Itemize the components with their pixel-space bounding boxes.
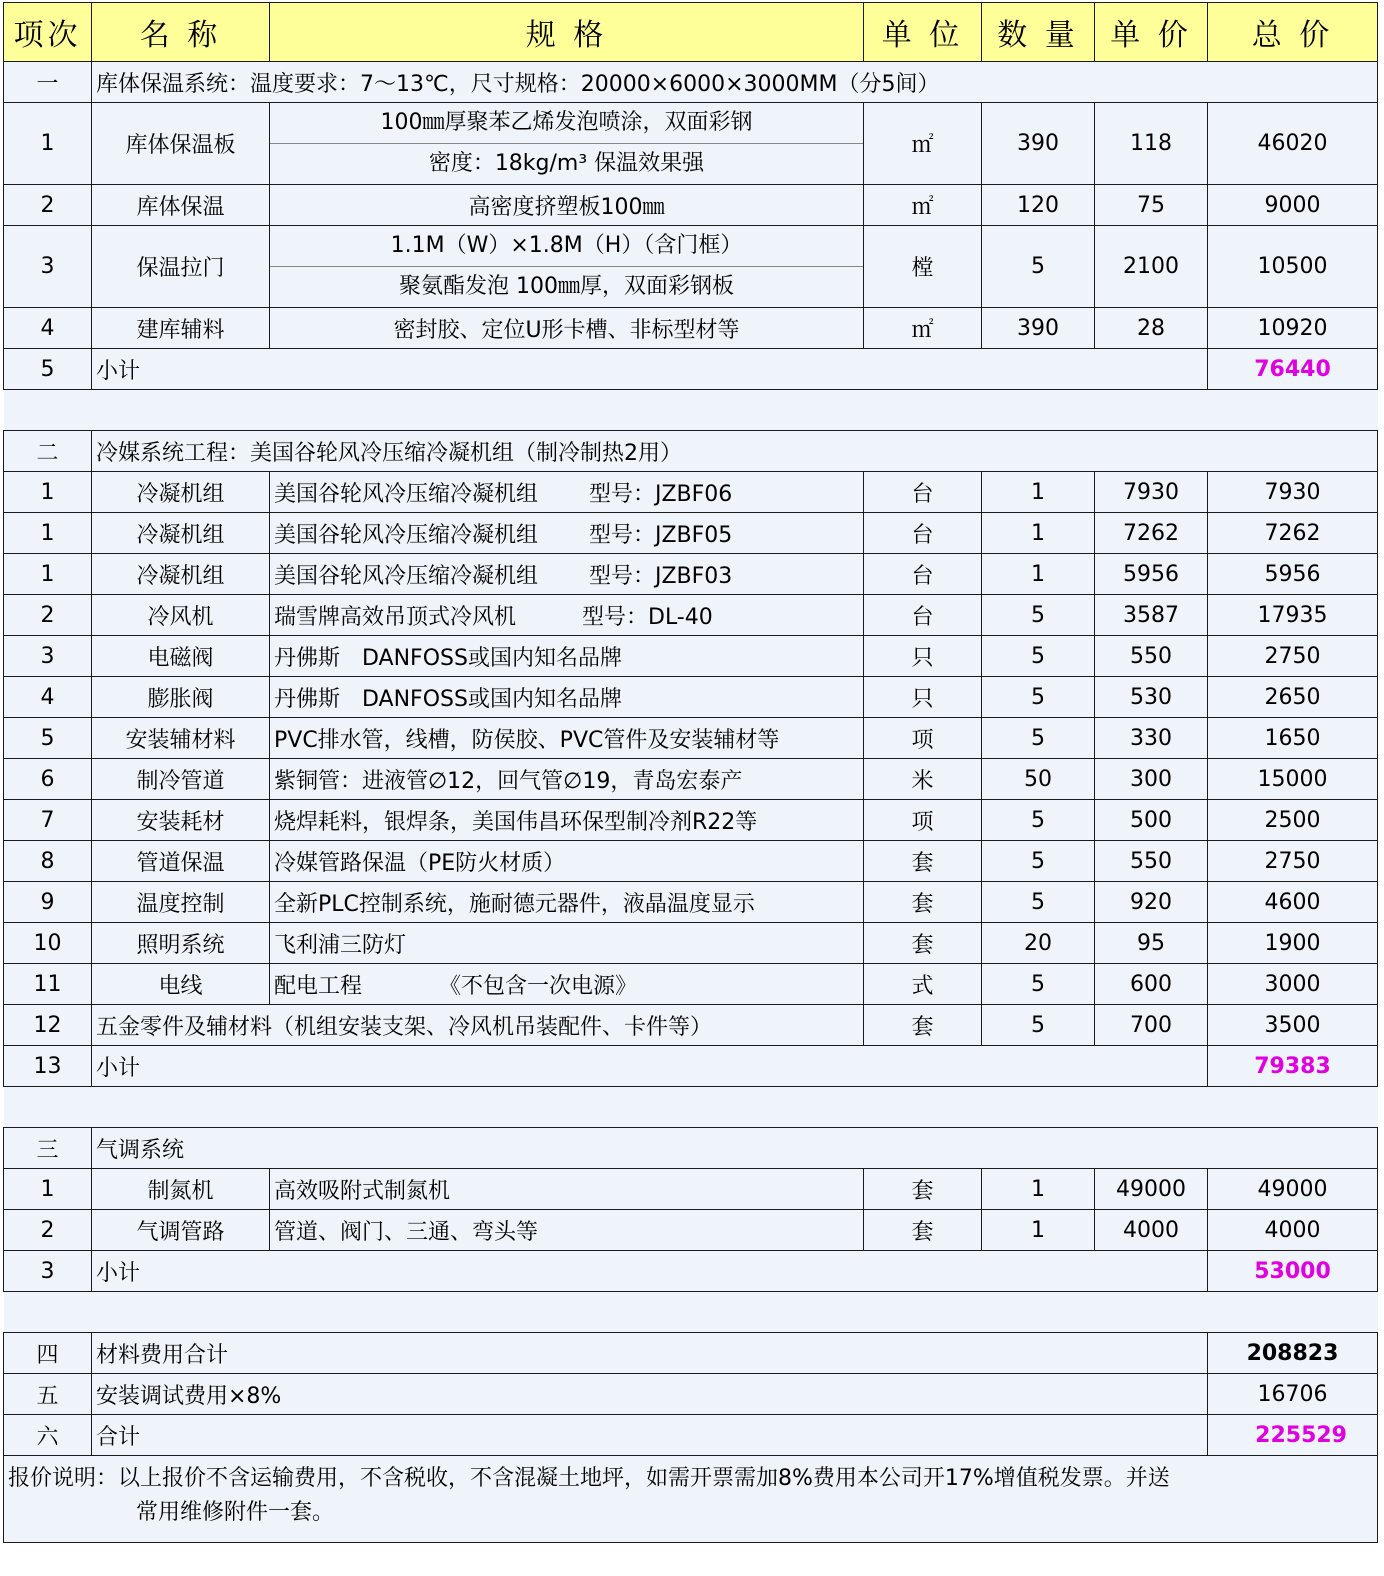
- subtotal-row: [4, 1046, 1378, 1087]
- summary-label: 材料费用合计: [92, 1333, 1208, 1374]
- spec-line-2: 密度：18kg/m³ 保温效果强: [428, 151, 705, 176]
- item-no: 6: [4, 759, 92, 800]
- item-qty: 5: [982, 1005, 1095, 1046]
- subtotal-label: 小计: [92, 1251, 1208, 1292]
- item-total: 3000: [1208, 964, 1378, 1005]
- section-title: 库体保温系统：温度要求：7～13℃，尺寸规格：20000×6000×3000MM（分5间）: [92, 62, 1378, 103]
- item-unit: 套: [864, 923, 982, 964]
- item-total: 4600: [1208, 882, 1378, 923]
- item-no: 1: [4, 472, 92, 513]
- item-unit: 项: [864, 800, 982, 841]
- summary-label: 合计: [92, 1415, 1208, 1456]
- section-title: 气调系统: [92, 1128, 1378, 1169]
- item-spec: 管道、阀门、三通、弯头等: [270, 1210, 864, 1251]
- section-title: 冷媒系统工程：美国谷轮风冷压缩冷凝机组（制冷制热2用）: [92, 431, 1378, 472]
- item-total: 17935: [1208, 595, 1378, 636]
- item-qty: 20: [982, 923, 1095, 964]
- summary-no: 六: [4, 1415, 92, 1456]
- subtotal-label: 小计: [92, 349, 1208, 390]
- item-total: 3500: [1208, 1005, 1378, 1046]
- item-spec: 冷媒管路保温（PE防火材质）: [270, 841, 864, 882]
- item-total: 7262: [1208, 513, 1378, 554]
- item-no: 13: [4, 1046, 92, 1087]
- item-unit: 米: [864, 759, 982, 800]
- spacer-row: [4, 1087, 1378, 1128]
- table-row: [4, 1005, 1378, 1046]
- item-qty: 1: [982, 472, 1095, 513]
- item-no: 1: [4, 513, 92, 554]
- item-unit: 套: [864, 1210, 982, 1251]
- item-unit: 式: [864, 964, 982, 1005]
- summary-row: [4, 1415, 1378, 1456]
- item-spec: PVC排水管，线槽，防侯胶、PVC管件及安装辅材等: [270, 718, 864, 759]
- item-name: 五金零件及辅材料（机组安装支架、冷风机吊装配件、卡件等）: [92, 1005, 864, 1046]
- item-total: 2750: [1208, 841, 1378, 882]
- item-spec: 全新PLC控制系统，施耐德元器件，液晶温度显示: [270, 882, 864, 923]
- item-spec: 美国谷轮风冷压缩冷凝机组 型号：JZBF05: [270, 513, 864, 554]
- item-price: 330: [1095, 718, 1208, 759]
- item-name: 冷凝机组: [92, 513, 270, 554]
- item-total: 5956: [1208, 554, 1378, 595]
- spacer-row: [4, 390, 1378, 431]
- item-qty: 390: [982, 103, 1095, 185]
- header-total: 总 价: [1208, 3, 1378, 62]
- item-price: 3587: [1095, 595, 1208, 636]
- item-unit: 项: [864, 718, 982, 759]
- item-no: 10: [4, 923, 92, 964]
- item-spec: [270, 103, 864, 185]
- item-name: 气调管路: [92, 1210, 270, 1251]
- summary-row: [4, 1333, 1378, 1374]
- item-qty: 1: [982, 1169, 1095, 1210]
- table-row: [4, 1210, 1378, 1251]
- item-name: 建库辅料: [92, 308, 270, 349]
- table-row: [4, 308, 1378, 349]
- item-no: 4: [4, 677, 92, 718]
- item-name: 电磁阀: [92, 636, 270, 677]
- header-name: 名 称: [92, 3, 270, 62]
- item-spec: 紫铜管：进液管∅12，回气管∅19，青岛宏泰产: [270, 759, 864, 800]
- table-row: [4, 759, 1378, 800]
- item-total: 46020: [1208, 103, 1378, 185]
- item-no: 9: [4, 882, 92, 923]
- item-unit: 只: [864, 636, 982, 677]
- item-name: 安装辅材料: [92, 718, 270, 759]
- item-no: 8: [4, 841, 92, 882]
- quotation-note: [4, 1456, 1378, 1543]
- item-name: 管道保温: [92, 841, 270, 882]
- note-line-1: 报价说明：以上报价不含运输费用，不含税收，不含混凝土地坪，如需开票需加8%费用本公司开17%增值税发票。并送: [8, 1466, 1170, 1491]
- item-spec: 高密度挤塑板100㎜: [270, 185, 864, 226]
- item-total: 2750: [1208, 636, 1378, 677]
- item-price: 530: [1095, 677, 1208, 718]
- header-item-no: 项次: [4, 3, 92, 62]
- item-price: 550: [1095, 636, 1208, 677]
- item-no: 3: [4, 636, 92, 677]
- subtotal-label: 小计: [92, 1046, 1208, 1087]
- item-no: 2: [4, 185, 92, 226]
- item-qty: 5: [982, 718, 1095, 759]
- item-unit: ㎡: [864, 185, 982, 226]
- item-unit: 樘: [864, 226, 982, 308]
- item-name: 照明系统: [92, 923, 270, 964]
- item-total: 2500: [1208, 800, 1378, 841]
- item-price: 28: [1095, 308, 1208, 349]
- section-no: 二: [4, 431, 92, 472]
- section-no: 一: [4, 62, 92, 103]
- item-qty: 5: [982, 677, 1095, 718]
- spec-line-1: 1.1M（W）×1.8M（H）（含门框）: [270, 226, 863, 267]
- item-qty: 390: [982, 308, 1095, 349]
- item-price: 7262: [1095, 513, 1208, 554]
- item-price: 118: [1095, 103, 1208, 185]
- table-row: [4, 185, 1378, 226]
- item-spec: [270, 226, 864, 308]
- item-name: 冷凝机组: [92, 554, 270, 595]
- table-row: [4, 1169, 1378, 1210]
- item-no: 2: [4, 595, 92, 636]
- item-price: 49000: [1095, 1169, 1208, 1210]
- item-total: 4000: [1208, 1210, 1378, 1251]
- subtotal-value: 79383: [1208, 1046, 1378, 1087]
- item-spec: 烧焊耗料，银焊条，美国伟昌环保型制冷剂R22等: [270, 800, 864, 841]
- summary-value: 225529: [1208, 1415, 1378, 1456]
- item-total: 1650: [1208, 718, 1378, 759]
- item-name: 电线: [92, 964, 270, 1005]
- item-spec: 密封胶、定位U形卡槽、非标型材等: [270, 308, 864, 349]
- item-no: 12: [4, 1005, 92, 1046]
- summary-no: 五: [4, 1374, 92, 1415]
- item-name: 制冷管道: [92, 759, 270, 800]
- item-no: 5: [4, 349, 92, 390]
- item-spec: 配电工程 《不包含一次电源》: [270, 964, 864, 1005]
- item-name: 库体保温: [92, 185, 270, 226]
- item-spec: 美国谷轮风冷压缩冷凝机组 型号：JZBF06: [270, 472, 864, 513]
- item-price: 75: [1095, 185, 1208, 226]
- table-row: [4, 472, 1378, 513]
- item-unit: 台: [864, 513, 982, 554]
- note-row: [4, 1456, 1378, 1543]
- item-no: 1: [4, 1169, 92, 1210]
- item-unit: 套: [864, 1169, 982, 1210]
- item-unit: 台: [864, 554, 982, 595]
- table-row: [4, 882, 1378, 923]
- item-unit: ㎡: [864, 308, 982, 349]
- table-row: [4, 964, 1378, 1005]
- subtotal-row: [4, 1251, 1378, 1292]
- summary-value: 16706: [1208, 1374, 1378, 1415]
- subtotal-value: 76440: [1208, 349, 1378, 390]
- item-spec: 丹佛斯 DANFOSS或国内知名品牌: [270, 677, 864, 718]
- item-qty: 5: [982, 595, 1095, 636]
- item-no: 5: [4, 718, 92, 759]
- item-name: 制氮机: [92, 1169, 270, 1210]
- table-row: [4, 800, 1378, 841]
- item-price: 600: [1095, 964, 1208, 1005]
- item-price: 500: [1095, 800, 1208, 841]
- item-spec: 高效吸附式制氮机: [270, 1169, 864, 1210]
- item-total: 10920: [1208, 308, 1378, 349]
- table-row: [4, 923, 1378, 964]
- header-spec: 规 格: [270, 3, 864, 62]
- item-name: 冷凝机组: [92, 472, 270, 513]
- item-price: 7930: [1095, 472, 1208, 513]
- item-name: 库体保温板: [92, 103, 270, 185]
- item-spec: 瑞雪牌高效吊顶式冷风机 型号：DL-40: [270, 595, 864, 636]
- spacer: [4, 1087, 1378, 1128]
- item-total: 15000: [1208, 759, 1378, 800]
- item-total: 10500: [1208, 226, 1378, 308]
- table-row: [4, 841, 1378, 882]
- summary-value: 208823: [1208, 1333, 1378, 1374]
- table-row: [4, 718, 1378, 759]
- spacer: [4, 390, 1378, 431]
- item-qty: 1: [982, 554, 1095, 595]
- header-unit-price: 单 价: [1095, 3, 1208, 62]
- item-qty: 5: [982, 882, 1095, 923]
- header-row: [4, 3, 1378, 62]
- item-unit: 台: [864, 595, 982, 636]
- spec-line-1: 100㎜厚聚苯乙烯发泡喷涂，双面彩钢: [270, 103, 863, 144]
- item-qty: 5: [982, 964, 1095, 1005]
- table-row: [4, 554, 1378, 595]
- item-total: 1900: [1208, 923, 1378, 964]
- item-spec: 飞利浦三防灯: [270, 923, 864, 964]
- item-qty: 5: [982, 841, 1095, 882]
- item-no: 11: [4, 964, 92, 1005]
- item-qty: 50: [982, 759, 1095, 800]
- item-no: 4: [4, 308, 92, 349]
- item-no: 3: [4, 226, 92, 308]
- summary-no: 四: [4, 1333, 92, 1374]
- item-no: 7: [4, 800, 92, 841]
- item-price: 550: [1095, 841, 1208, 882]
- spec-line-2: 聚氨酯发泡 100㎜厚，双面彩钢板: [399, 274, 734, 299]
- item-price: 2100: [1095, 226, 1208, 308]
- item-spec: 美国谷轮风冷压缩冷凝机组 型号：JZBF03: [270, 554, 864, 595]
- note-line-2: 常用维修附件一套。: [136, 1500, 335, 1525]
- table-row: [4, 595, 1378, 636]
- item-name: 膨胀阀: [92, 677, 270, 718]
- table-row: [4, 636, 1378, 677]
- item-qty: 5: [982, 800, 1095, 841]
- spacer: [4, 1292, 1378, 1333]
- section-1-title-row: [4, 62, 1378, 103]
- item-unit: ㎡: [864, 103, 982, 185]
- item-name: 温度控制: [92, 882, 270, 923]
- subtotal-row: [4, 349, 1378, 390]
- item-unit: 台: [864, 472, 982, 513]
- item-name: 保温拉门: [92, 226, 270, 308]
- quotation-table: [3, 2, 1378, 1543]
- header-unit: 单 位: [864, 3, 982, 62]
- subtotal-value: 53000: [1208, 1251, 1378, 1292]
- item-price: 700: [1095, 1005, 1208, 1046]
- item-total: 2650: [1208, 677, 1378, 718]
- item-qty: 5: [982, 226, 1095, 308]
- item-unit: 套: [864, 841, 982, 882]
- table-row: [4, 513, 1378, 554]
- table-row: [4, 103, 1378, 185]
- table-row: [4, 677, 1378, 718]
- item-price: 300: [1095, 759, 1208, 800]
- item-total: 9000: [1208, 185, 1378, 226]
- section-3-title-row: [4, 1128, 1378, 1169]
- item-qty: 120: [982, 185, 1095, 226]
- item-qty: 5: [982, 636, 1095, 677]
- item-name: 冷风机: [92, 595, 270, 636]
- item-qty: 1: [982, 1210, 1095, 1251]
- summary-label: 安装调试费用×8%: [92, 1374, 1208, 1415]
- item-unit: 套: [864, 1005, 982, 1046]
- item-qty: 1: [982, 513, 1095, 554]
- summary-row: [4, 1374, 1378, 1415]
- item-total: 49000: [1208, 1169, 1378, 1210]
- item-spec: 丹佛斯 DANFOSS或国内知名品牌: [270, 636, 864, 677]
- item-unit: 套: [864, 882, 982, 923]
- section-2-title-row: [4, 431, 1378, 472]
- item-name: 安装耗材: [92, 800, 270, 841]
- item-price: 95: [1095, 923, 1208, 964]
- header-qty: 数 量: [982, 3, 1095, 62]
- item-no: 2: [4, 1210, 92, 1251]
- item-price: 4000: [1095, 1210, 1208, 1251]
- item-price: 920: [1095, 882, 1208, 923]
- item-unit: 只: [864, 677, 982, 718]
- item-no: 1: [4, 554, 92, 595]
- item-no: 3: [4, 1251, 92, 1292]
- spacer-row: [4, 1292, 1378, 1333]
- item-price: 5956: [1095, 554, 1208, 595]
- table-row: [4, 226, 1378, 308]
- section-no: 三: [4, 1128, 92, 1169]
- item-no: 1: [4, 103, 92, 185]
- item-total: 7930: [1208, 472, 1378, 513]
